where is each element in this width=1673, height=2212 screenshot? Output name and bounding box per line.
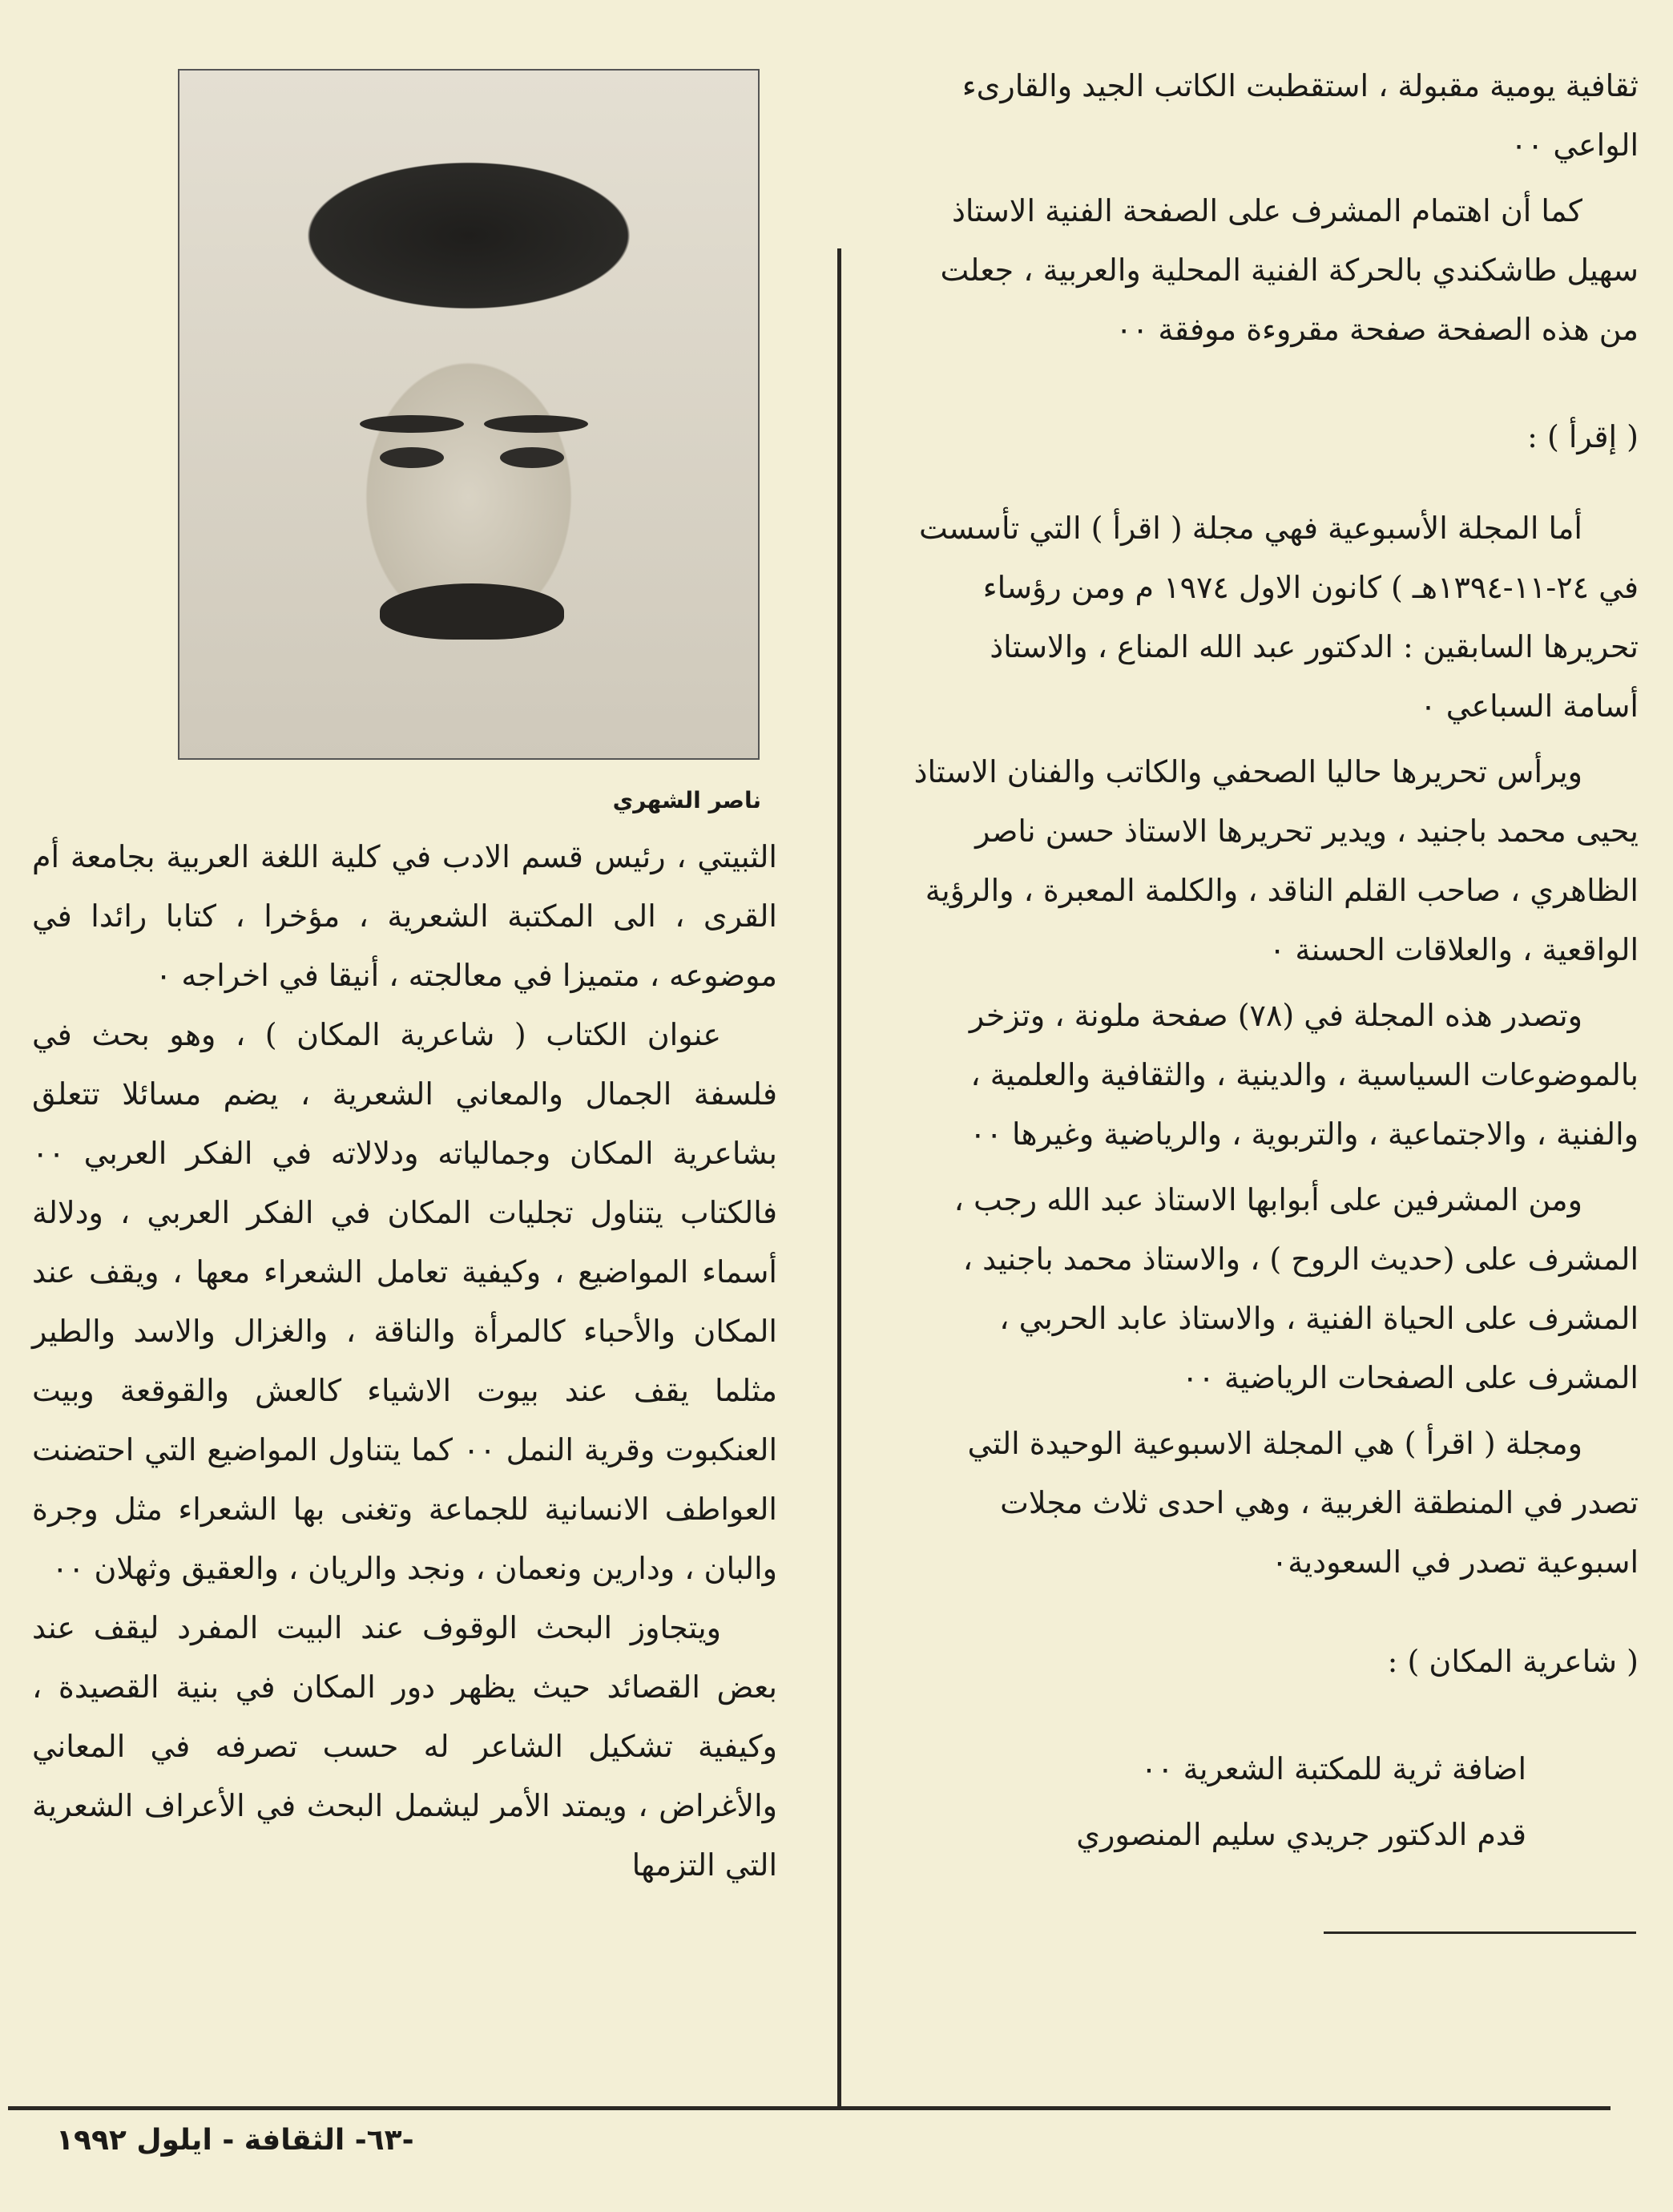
page-footer: -٦٣- الثقافة - ايلول ١٩٩٢ <box>56 2124 414 2157</box>
subheading: قدم الدكتور جريدي سليم المنصوري <box>1076 1817 1526 1852</box>
column-divider <box>837 248 841 2108</box>
paragraph: ويرأس تحريرها حاليا الصحفي والكاتب والفنان الاستاذ يحيى محمد باجنيد ، ويدير تحريرها الاستاذ حسن ناصر الظاهري ، صاحب القلم الناقد ، والكلمة المعبرة ، والرؤية الواقعية ، والعلاقات الحسنة ٠ <box>913 754 1639 967</box>
paragraph: ومجلة ( اقرأ ) هي المجلة الاسبوعية الوحيدة التي تصدر في المنطقة الغربية ، وهي احدى ثلاث مجلات اسبوعية تصدر في السعودية٠ <box>967 1426 1639 1580</box>
section-rule <box>1324 1931 1636 1934</box>
paragraph: ويتجاوز البحث الوقوف عند البيت المفرد ليقف عند بعض القصائد حيث يظهر دور المكان في بنية القصيدة ، وكيفية تشكيل الشاعر له حسب تصرفه في المعاني والأغراض ، ويمتد الأمر ليشمل البحث في الأعراف الشعرية التي التزمها <box>32 1610 777 1883</box>
paragraph: ثقافية يومية مقبولة ، استقطبت الكاتب الجيد والقارىء الواعي ٠٠ <box>961 68 1639 163</box>
footer-rule <box>8 2106 1611 2110</box>
section-heading-iqra: ( إقرأ ) : <box>1527 419 1639 454</box>
paragraph: ومن المشرفين على أبوابها الاستاذ عبد الله رجب ، المشرف على (حديث الروح ) ، والاستاذ محمد باجنيد ، المشرف على الحياة الفنية ، والاستاذ عابد الحربي ، المشرف على الصفحات الرياضية ٠٠ <box>953 1182 1639 1395</box>
photo-caption: ناصر الشهري <box>612 787 761 813</box>
subheading: اضافة ثرية للمكتبة الشعرية ٠٠ <box>1140 1751 1526 1786</box>
paragraph: الثبيتي ، رئيس قسم الادب في كلية اللغة العربية بجامعة أم القرى ، الى المكتبة الشعرية ، مؤخرا ، كتابا رائدا في موضوعه ، متميزا في معالجته ، أنيقا في اخراجه ٠ <box>32 839 777 993</box>
paragraph: أما المجلة الأسبوعية فهي مجلة ( اقرأ ) التي تأسست في ٢٤-١١-١٣٩٤هـ ) كانون الاول ١٩٧٤ م ومن رؤساء تحريرها السابقين : الدكتور عبد الله المناع ، والاستاذ أسامة السباعي ٠ <box>918 511 1639 724</box>
left-column <box>32 827 777 1895</box>
paragraph: عنوان الكتاب ( شاعرية المكان ) ، وهو بحث في فلسفة الجمال والمعاني الشعرية ، يضم مسائلا تتعلق بشاعرية المكان وجمالياته ودلالاته في الفكر العربي ٠٠ فالكتاب يتناول تجليات المكان في الفكر العربي ، ودلالة أسماء المواضيع ، وكيفية تعامل الشعراء معها ، ويقف عند المكان والأحباء كالمرأة والناقة ، والغزال والاسد والطير مثلما يقف عند بيوت الاشياء كالعش والقوقعة وبيت العنكبوت وقرية النمل ٠٠ كما يتناول المواضيع التي احتضنت العواطف الانسانية للجماعة وتغنى بها الشعراء مثل وجرة والبان ، ودارين ونعمان ، ونجد والريان ، والعقيق وثهلان ٠٠ <box>32 1017 777 1586</box>
paragraph: كما أن اهتمام المشرف على الصفحة الفنية الاستاذ سهيل طاشكندي بالحركة الفنية المحلية والعربية ، جعلت من هذه الصفحة صفحة مقروءة موفقة ٠٠ <box>940 193 1639 347</box>
right-column <box>905 56 1639 1871</box>
section-heading-makan: ( شاعرية المكان ) : <box>1387 1644 1639 1679</box>
author-photo <box>178 69 760 760</box>
paragraph: وتصدر هذه المجلة في (٧٨) صفحة ملونة ، وتزخر بالموضوعات السياسية ، والدينية ، والثقافية والعلمية ، والفنية ، والاجتماعية ، والتربوية ، والرياضية وغيرها ٠٠ <box>969 998 1639 1152</box>
